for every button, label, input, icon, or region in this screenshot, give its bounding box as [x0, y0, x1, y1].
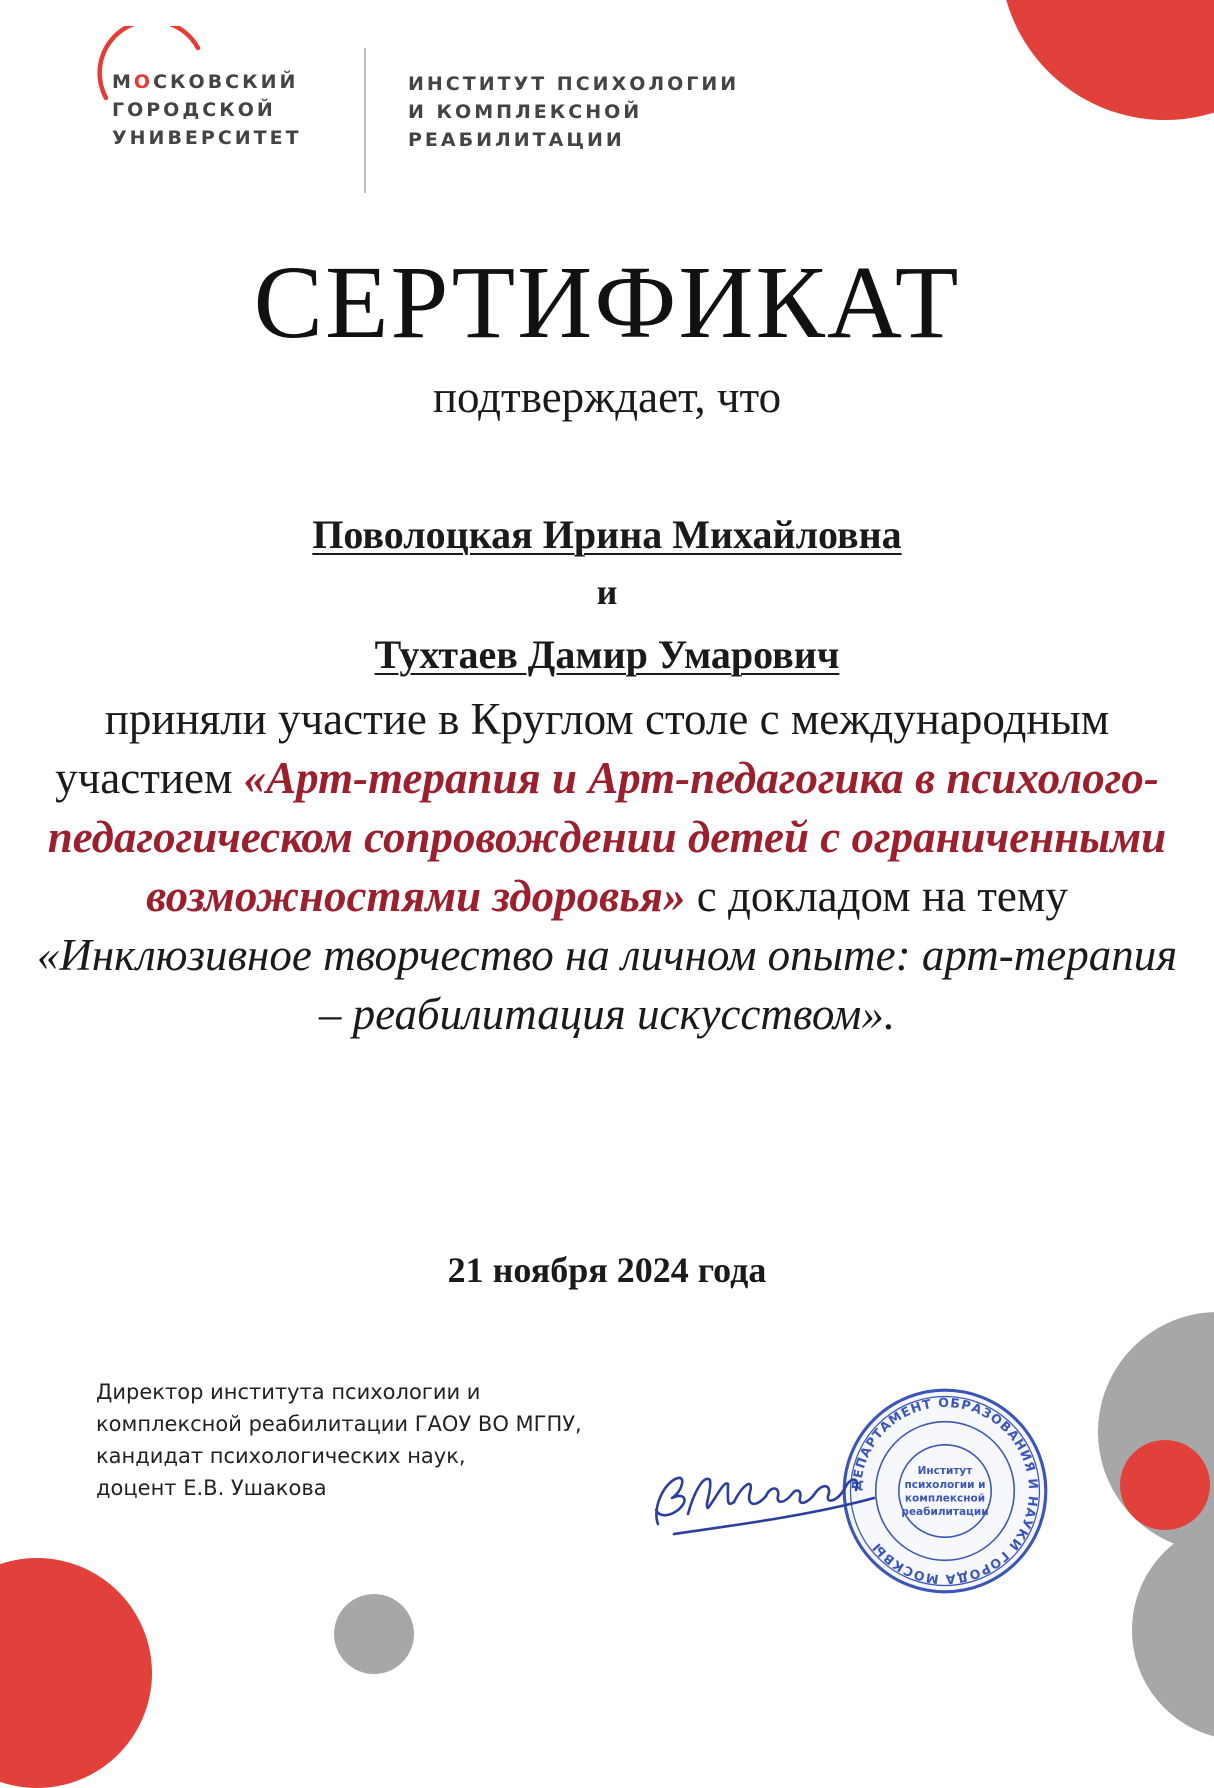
logo-divider	[364, 48, 366, 193]
signer-line-3: кандидат психологических наук,	[96, 1444, 466, 1468]
certificate-title: СЕРТИФИКАТ	[253, 245, 961, 360]
decor-circle-right-red	[1120, 1440, 1210, 1530]
signer-line-2: комплексной реабилитации ГАОУ ВО МГПУ,	[96, 1412, 582, 1436]
report-intro-text: с докладом на тему	[696, 871, 1068, 921]
institute-logo-text	[408, 70, 739, 154]
institute-name-line1: ИНСТИТУТ ПСИХОЛОГИИ	[408, 73, 740, 95]
event-title: «Арт-терапия и Арт-педагогика в психолого-педагогическом сопровождении детей с ограниченными возможностями здоровья»	[47, 753, 1167, 921]
university-name-line2: ГОРОДСКОЙ	[112, 99, 276, 121]
participant-name-2: Тухтаев Дамир Умарович	[374, 632, 840, 677]
certificate-body	[20, 690, 1194, 1044]
participation-text: приняли участие в Круглом столе с международным участием	[55, 694, 1110, 803]
university-logo-text	[112, 68, 302, 152]
conjunction-text: и	[596, 572, 618, 612]
decor-circle-top-right	[1000, 0, 1214, 120]
participant-name-1-line	[0, 508, 1214, 571]
signer-line-4: доцент Е.В. Ушакова	[96, 1476, 327, 1500]
stamp-center-line-1: Институт	[917, 1465, 973, 1478]
institute-name-line3: РЕАБИЛИТАЦИИ	[408, 129, 625, 151]
participant-name-1: Поволоцкая Ирина Михайловна	[312, 512, 902, 557]
decor-circle-bottom-left-red	[0, 1558, 152, 1788]
certificate-date: 21 ноября 2024 года	[447, 1250, 767, 1290]
handwritten-signature	[638, 1446, 898, 1546]
signer-line-1: Директор института психологии и	[96, 1380, 481, 1404]
institute-name-line2: И КОМПЛЕКСНОЙ	[408, 101, 643, 123]
participant-name-2-line	[0, 628, 1214, 691]
university-name-line3: УНИВЕРСИТЕТ	[112, 127, 302, 149]
university-name-line1: МОСКОВСКИЙ	[112, 71, 299, 93]
stamp-center-line-2: психологии и	[904, 1478, 986, 1491]
stamp-center-line-4: реабилитации	[901, 1506, 989, 1519]
signer-block	[96, 1376, 582, 1504]
decor-circle-bottom-gray	[334, 1594, 414, 1674]
report-topic: «Инклюзивное творчество на личном опыте: арт-терапия – реабилитация искусством».	[36, 930, 1178, 1039]
decor-circle-bottom-right-gray	[1132, 1520, 1214, 1740]
confirms-text: подтверждает, что	[432, 372, 782, 422]
stamp-center-line-3: комплексной	[904, 1492, 986, 1505]
stamp-outer-text: ДЕПАРТАМЕНТ ОБРАЗОВАНИЯ И НАУКИ ГОРОДА МОСКВЫ	[848, 1394, 1042, 1588]
